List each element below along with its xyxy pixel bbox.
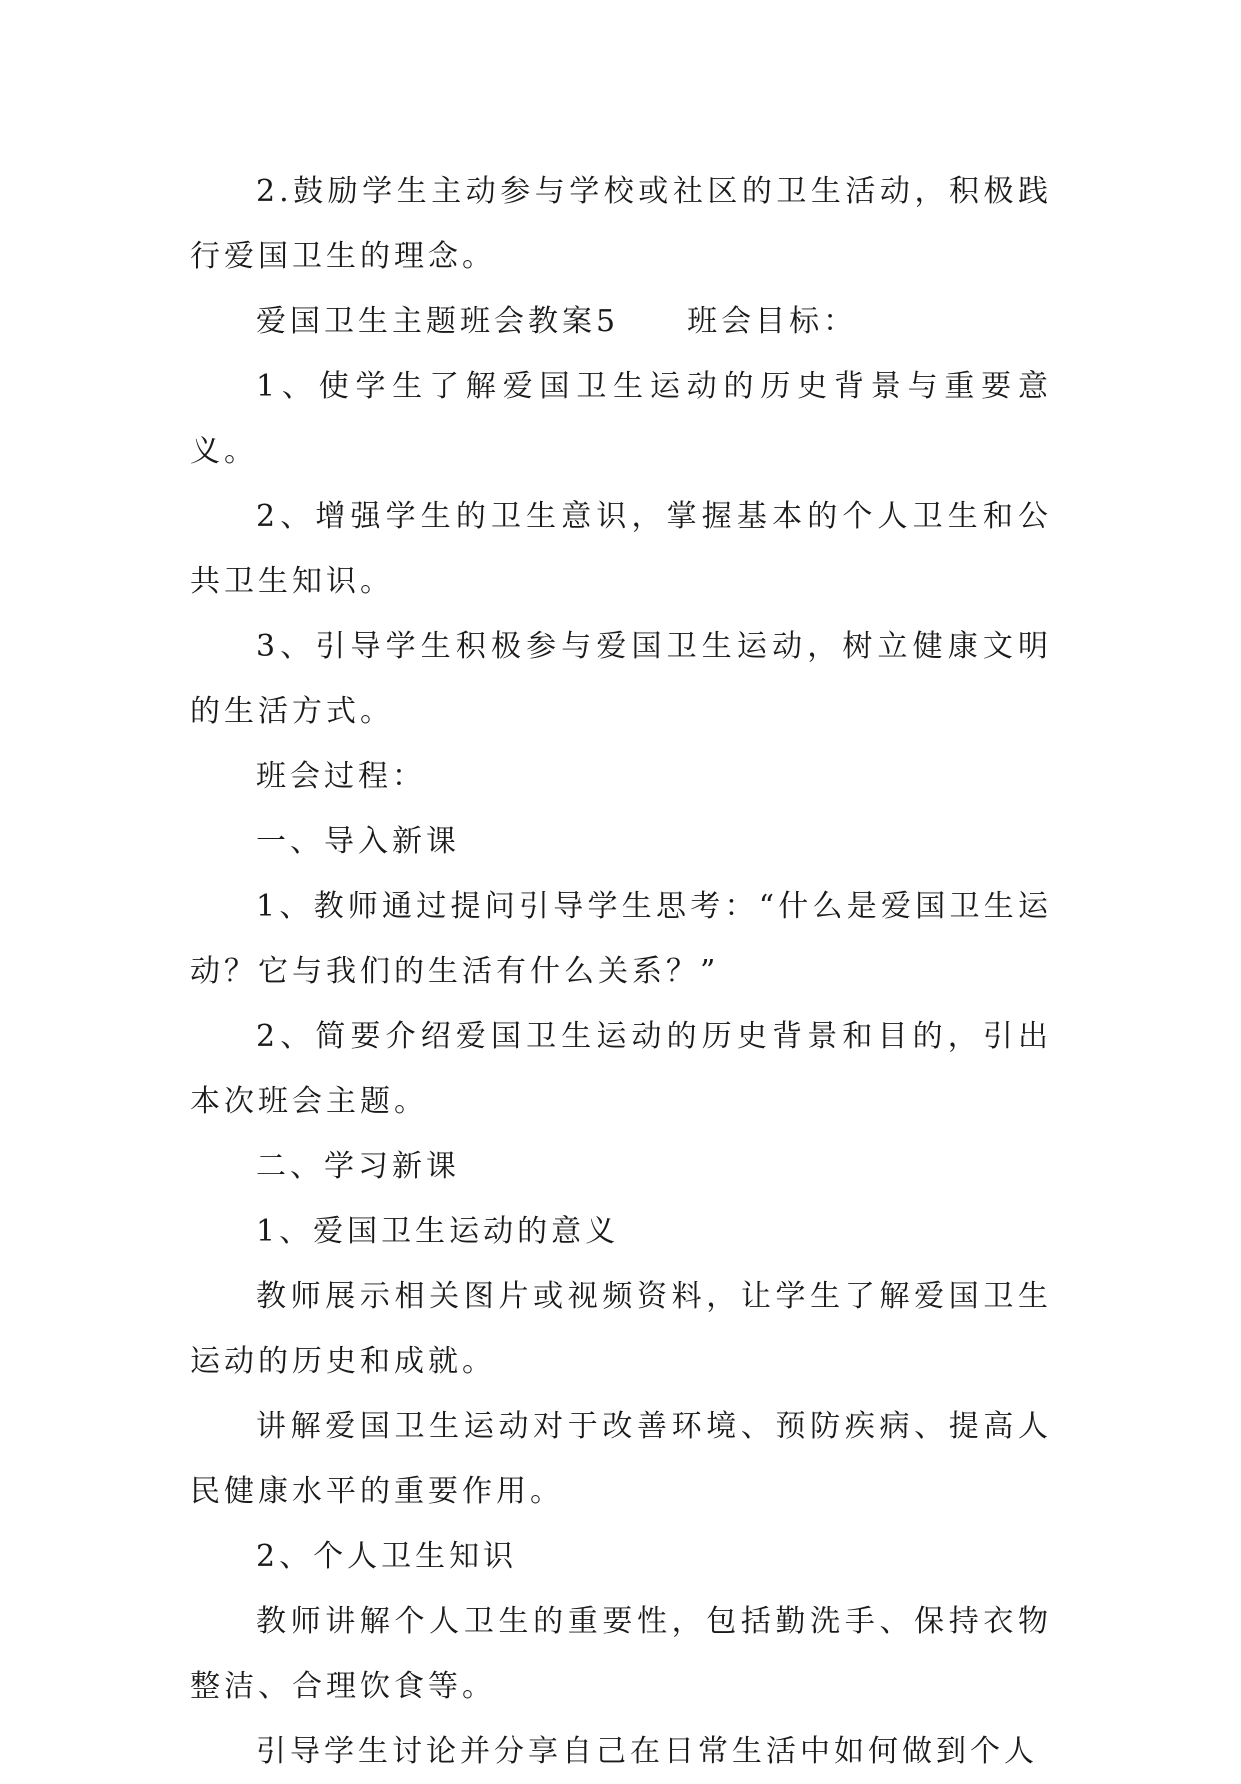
paragraph-teacher-question: 1、教师通过提问引导学生思考：“什么是爱国卫生运动？它与我们的生活有什么关系？” [190,889,1052,989]
heading-class-process: 班会过程： [256,759,426,794]
paragraph-lesson-plan-title: 爱国卫生主题班会教案5 班会目标： [256,304,858,339]
heading-personal-hygiene: 2、个人卫生知识 [256,1539,518,1574]
paragraph-hygiene-importance: 教师讲解个人卫生的重要性，包括勤洗手、保持衣物整洁、合理饮食等。 [190,1604,1052,1704]
paragraph-goal-2: 2、增强学生的卫生意识，掌握基本的个人卫生和公共卫生知识。 [190,499,1052,599]
heading-learn-new-lesson: 二、学习新课 [256,1149,460,1184]
heading-campaign-significance: 1、爱国卫生运动的意义 [256,1214,620,1249]
heading-introduce-lesson: 一、导入新课 [256,824,460,859]
paragraph-discussion: 引导学生讨论并分享自己在日常生活中如何做到个人 [256,1734,1038,1769]
paragraph-goal-1: 1、使学生了解爱国卫生运动的历史背景与重要意义。 [190,369,1052,469]
paragraph-goal-3: 3、引导学生积极参与爱国卫生运动，树立健康文明的生活方式。 [190,629,1052,729]
paragraph-brief-introduction: 2、简要介绍爱国卫生运动的历史背景和目的，引出本次班会主题。 [190,1019,1052,1119]
document-body [190,159,1052,1784]
paragraph-explain-role: 讲解爱国卫生运动对于改善环境、预防疾病、提高人民健康水平的重要作用。 [190,1409,1052,1509]
paragraph-encourage-participation: 2.鼓励学生主动参与学校或社区的卫生活动，积极践行爱国卫生的理念。 [190,174,1052,274]
paragraph-show-materials: 教师展示相关图片或视频资料，让学生了解爱国卫生运动的历史和成就。 [190,1279,1052,1379]
